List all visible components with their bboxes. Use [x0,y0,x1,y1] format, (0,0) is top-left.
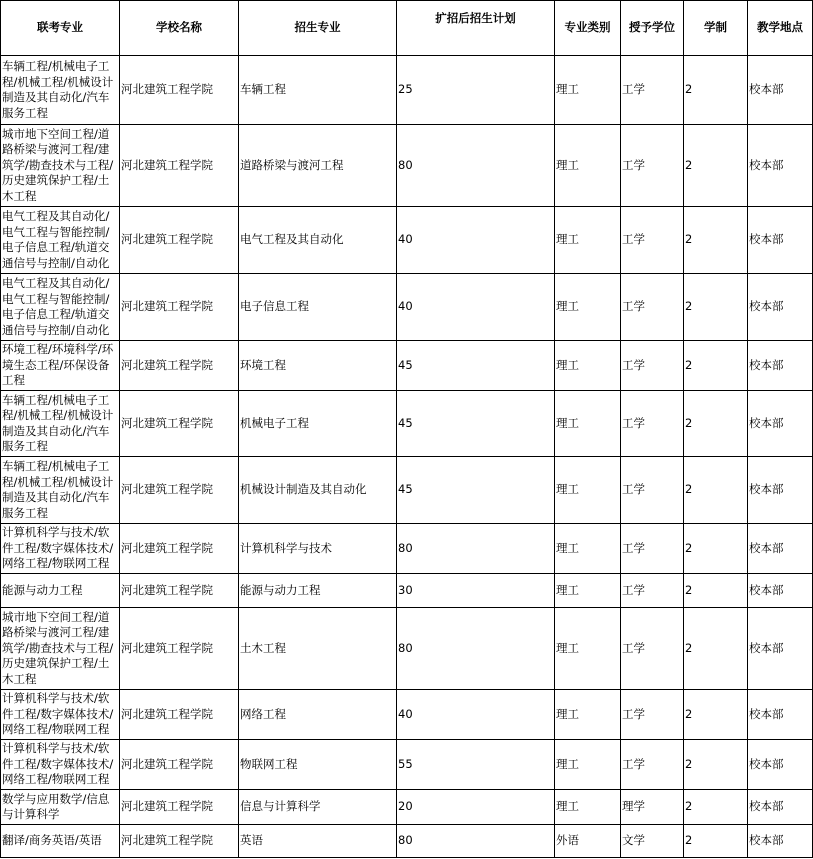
table-row [1,740,813,790]
cell-joint-major: 城市地下空间工程/道路桥梁与渡河工程/建筑学/勘查技术与工程/历史建筑保护工程/土木工程 [1,608,120,690]
cell-years: 2 [684,391,748,457]
cell-school: 河北建筑工程学院 [120,790,239,825]
cell-category: 理工 [555,608,621,690]
cell-joint-major: 计算机科学与技术/软件工程/数字媒体技术/网络工程/物联网工程 [1,690,120,740]
cell-location: 校本部 [748,574,813,608]
cell-degree: 工学 [621,125,684,207]
cell-major: 电气工程及其自动化 [239,207,397,274]
cell-joint-major: 车辆工程/机械电子工程/机械工程/机械设计制造及其自动化/汽车服务工程 [1,391,120,457]
cell-degree: 工学 [621,207,684,274]
cell-location: 校本部 [748,524,813,574]
cell-location: 校本部 [748,457,813,524]
cell-major: 英语 [239,825,397,858]
cell-category: 理工 [555,391,621,457]
cell-joint-major: 车辆工程/机械电子工程/机械工程/机械设计制造及其自动化/汽车服务工程 [1,56,120,125]
table-row [1,457,813,524]
cell-category: 理工 [555,457,621,524]
cell-school: 河北建筑工程学院 [120,740,239,790]
header-joint-major: 联考专业 [1,1,120,56]
cell-location: 校本部 [748,341,813,391]
cell-school: 河北建筑工程学院 [120,274,239,341]
cell-location: 校本部 [748,274,813,341]
cell-years: 2 [684,207,748,274]
cell-plan: 55 [397,740,555,790]
cell-school: 河北建筑工程学院 [120,56,239,125]
cell-years: 2 [684,274,748,341]
table-row [1,125,813,207]
header-row [1,1,813,56]
table-row [1,608,813,690]
cell-joint-major: 电气工程及其自动化/电气工程与智能控制/电子信息工程/轨道交通信号与控制/自动化 [1,274,120,341]
table-row [1,56,813,125]
cell-plan: 45 [397,391,555,457]
cell-plan: 80 [397,125,555,207]
table-row [1,825,813,858]
header-plan: 扩招后招生计划 [397,1,555,56]
cell-school: 河北建筑工程学院 [120,574,239,608]
cell-years: 2 [684,574,748,608]
cell-joint-major: 车辆工程/机械电子工程/机械工程/机械设计制造及其自动化/汽车服务工程 [1,457,120,524]
cell-major: 车辆工程 [239,56,397,125]
cell-years: 2 [684,457,748,524]
cell-school: 河北建筑工程学院 [120,207,239,274]
table-row [1,690,813,740]
cell-major: 电子信息工程 [239,274,397,341]
cell-location: 校本部 [748,125,813,207]
cell-location: 校本部 [748,608,813,690]
cell-plan: 40 [397,207,555,274]
cell-plan: 40 [397,690,555,740]
cell-years: 2 [684,690,748,740]
cell-joint-major: 电气工程及其自动化/电气工程与智能控制/电子信息工程/轨道交通信号与控制/自动化 [1,207,120,274]
cell-category: 理工 [555,274,621,341]
cell-years: 2 [684,790,748,825]
cell-years: 2 [684,825,748,858]
cell-plan: 80 [397,524,555,574]
cell-school: 河北建筑工程学院 [120,125,239,207]
table-row [1,790,813,825]
cell-plan: 45 [397,457,555,524]
cell-degree: 工学 [621,574,684,608]
cell-location: 校本部 [748,391,813,457]
cell-joint-major: 城市地下空间工程/道路桥梁与渡河工程/建筑学/勘查技术与工程/历史建筑保护工程/土木工程 [1,125,120,207]
cell-joint-major: 能源与动力工程 [1,574,120,608]
cell-major: 计算机科学与技术 [239,524,397,574]
cell-plan: 80 [397,825,555,858]
cell-location: 校本部 [748,690,813,740]
cell-location: 校本部 [748,207,813,274]
cell-category: 理工 [555,524,621,574]
table-row [1,524,813,574]
cell-degree: 工学 [621,457,684,524]
cell-location: 校本部 [748,740,813,790]
table-row [1,574,813,608]
cell-degree: 工学 [621,56,684,125]
cell-category: 理工 [555,341,621,391]
cell-major: 道路桥梁与渡河工程 [239,125,397,207]
cell-degree: 理学 [621,790,684,825]
cell-plan: 45 [397,341,555,391]
table-row [1,207,813,274]
cell-degree: 工学 [621,608,684,690]
cell-school: 河北建筑工程学院 [120,391,239,457]
cell-school: 河北建筑工程学院 [120,524,239,574]
header-enroll-major: 招生专业 [239,1,397,56]
cell-location: 校本部 [748,56,813,125]
header-location: 教学地点 [748,1,813,56]
cell-category: 理工 [555,740,621,790]
cell-plan: 30 [397,574,555,608]
cell-location: 校本部 [748,825,813,858]
cell-category: 外语 [555,825,621,858]
cell-years: 2 [684,56,748,125]
cell-joint-major: 计算机科学与技术/软件工程/数字媒体技术/网络工程/物联网工程 [1,740,120,790]
cell-joint-major: 数学与应用数学/信息与计算科学 [1,790,120,825]
cell-joint-major: 计算机科学与技术/软件工程/数字媒体技术/网络工程/物联网工程 [1,524,120,574]
cell-school: 河北建筑工程学院 [120,341,239,391]
cell-major: 机械设计制造及其自动化 [239,457,397,524]
cell-plan: 80 [397,608,555,690]
cell-degree: 工学 [621,740,684,790]
cell-category: 理工 [555,56,621,125]
cell-plan: 40 [397,274,555,341]
cell-degree: 工学 [621,524,684,574]
cell-major: 物联网工程 [239,740,397,790]
cell-major: 机械电子工程 [239,391,397,457]
cell-degree: 文学 [621,825,684,858]
cell-major: 信息与计算科学 [239,790,397,825]
cell-category: 理工 [555,574,621,608]
cell-years: 2 [684,608,748,690]
table-row [1,341,813,391]
cell-school: 河北建筑工程学院 [120,690,239,740]
cell-degree: 工学 [621,341,684,391]
cell-years: 2 [684,524,748,574]
cell-location: 校本部 [748,790,813,825]
cell-years: 2 [684,125,748,207]
cell-joint-major: 环境工程/环境科学/环境生态工程/环保设备工程 [1,341,120,391]
cell-school: 河北建筑工程学院 [120,825,239,858]
cell-plan: 20 [397,790,555,825]
table-row [1,274,813,341]
cell-school: 河北建筑工程学院 [120,608,239,690]
cell-school: 河北建筑工程学院 [120,457,239,524]
cell-major: 能源与动力工程 [239,574,397,608]
cell-plan: 25 [397,56,555,125]
cell-major: 网络工程 [239,690,397,740]
table-row [1,391,813,457]
cell-category: 理工 [555,207,621,274]
cell-degree: 工学 [621,274,684,341]
cell-degree: 工学 [621,690,684,740]
cell-category: 理工 [555,690,621,740]
header-category: 专业类别 [555,1,621,56]
header-school-name: 学校名称 [120,1,239,56]
cell-years: 2 [684,341,748,391]
cell-major: 环境工程 [239,341,397,391]
cell-years: 2 [684,740,748,790]
cell-category: 理工 [555,125,621,207]
header-degree: 授予学位 [621,1,684,56]
cell-degree: 工学 [621,391,684,457]
header-years: 学制 [684,1,748,56]
cell-joint-major: 翻译/商务英语/英语 [1,825,120,858]
cell-category: 理工 [555,790,621,825]
cell-major: 土木工程 [239,608,397,690]
